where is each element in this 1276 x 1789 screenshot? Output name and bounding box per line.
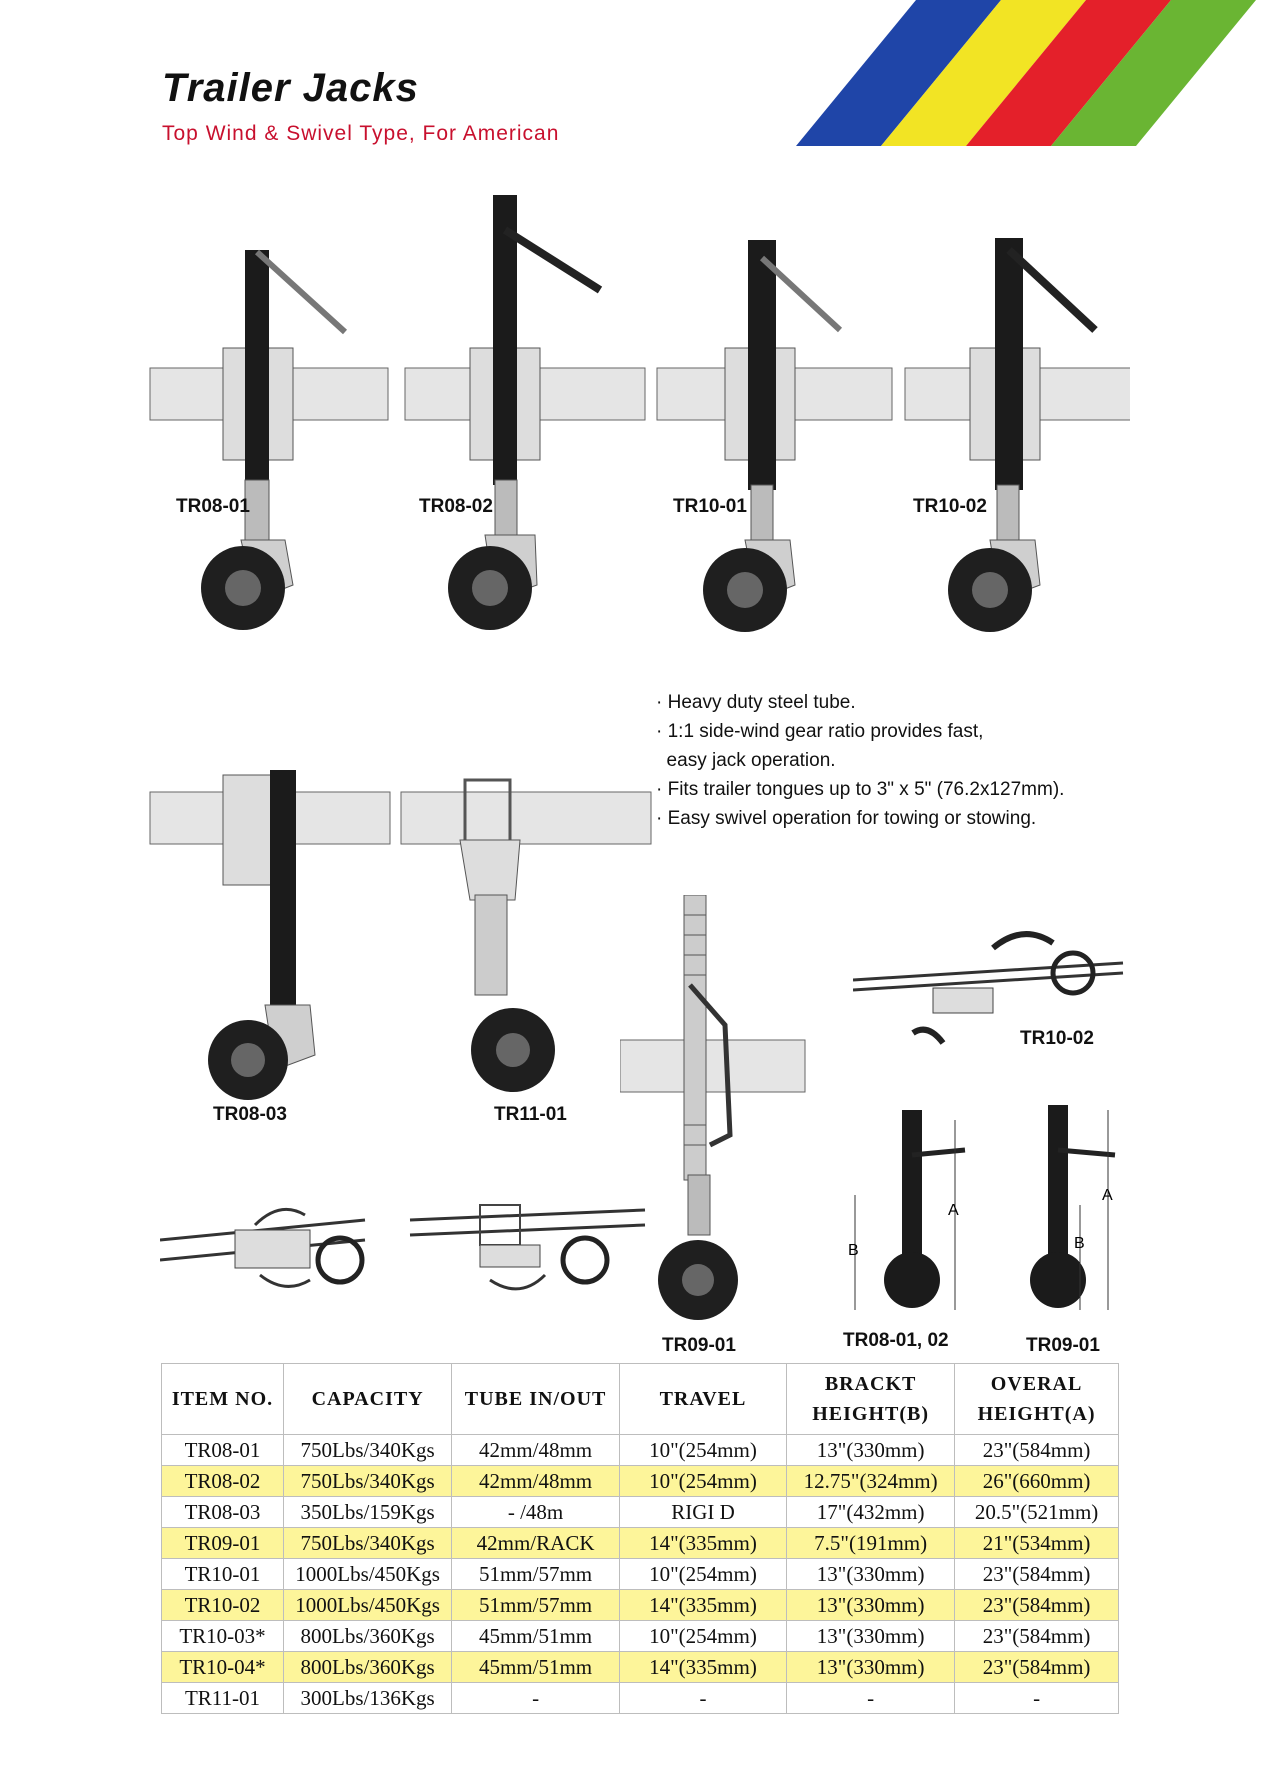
page-title: Trailer Jacks xyxy=(162,66,419,110)
table-cell: - xyxy=(955,1683,1119,1714)
label-tr10-01: TR10-01 xyxy=(673,496,747,517)
feature-item: easy jack operation. xyxy=(656,750,836,771)
table-cell: 750Lbs/340Kgs xyxy=(283,1528,451,1559)
table-header-line: HEIGHT(B) xyxy=(812,1403,930,1425)
table-cell: - xyxy=(452,1683,620,1714)
table-cell: 17"(432mm) xyxy=(787,1497,955,1528)
table-cell: 42mm/48mm xyxy=(452,1466,620,1497)
table-cell: 13"(330mm) xyxy=(787,1559,955,1590)
jack-tr10-02-image xyxy=(948,238,1095,632)
table-row xyxy=(162,1466,1119,1497)
feature-item: · Heavy duty steel tube. xyxy=(656,692,856,713)
table-header-line: ITEM NO. xyxy=(171,1388,274,1410)
feature-list xyxy=(656,688,1064,833)
table-row xyxy=(162,1497,1119,1528)
feature-item: · Fits trailer tongues up to 3" x 5" (76.2x127mm). xyxy=(656,779,1065,800)
table-cell: - xyxy=(619,1683,786,1714)
jack-tr08-01-image xyxy=(201,250,345,630)
table-cell: 7.5"(191mm) xyxy=(787,1528,955,1559)
table-header-cell xyxy=(955,1364,1119,1435)
table-header-line: TRAVEL xyxy=(659,1388,747,1410)
table-cell: 45mm/51mm xyxy=(452,1652,620,1683)
label-tr08-03: TR08-03 xyxy=(213,1104,287,1125)
table-cell: 800Lbs/360Kgs xyxy=(283,1652,451,1683)
table-header-line: CAPACITY xyxy=(311,1388,424,1410)
table-header-row xyxy=(162,1364,1119,1435)
table-cell: TR08-01 xyxy=(162,1435,284,1466)
table-cell: - xyxy=(787,1683,955,1714)
table-cell: TR10-03* xyxy=(162,1621,284,1652)
label-tr08-01: TR08-01 xyxy=(176,496,250,517)
table-cell: 13"(330mm) xyxy=(787,1590,955,1621)
table-cell: 23"(584mm) xyxy=(955,1435,1119,1466)
label-tr08-02: TR08-02 xyxy=(419,496,493,517)
label-tr10-02-diagram: TR10-02 xyxy=(1020,1028,1094,1049)
top-products-illustration xyxy=(145,190,1130,640)
table-header-cell xyxy=(619,1364,786,1435)
jack-tr09-01-image xyxy=(620,895,810,1325)
table-header-line: HEIGHT(A) xyxy=(977,1403,1096,1425)
table-cell: 13"(330mm) xyxy=(787,1652,955,1683)
table-cell: TR10-01 xyxy=(162,1559,284,1590)
table-cell: 23"(584mm) xyxy=(955,1621,1119,1652)
table-header-cell xyxy=(452,1364,620,1435)
table-cell: 13"(330mm) xyxy=(787,1621,955,1652)
color-stripes-logo xyxy=(796,0,1276,146)
table-cell: RIGI D xyxy=(619,1497,786,1528)
table-cell: 23"(584mm) xyxy=(955,1652,1119,1683)
feature-item: · 1:1 side-wind gear ratio provides fast, xyxy=(656,721,984,742)
table-cell: TR10-02 xyxy=(162,1590,284,1621)
table-cell: - /48m xyxy=(452,1497,620,1528)
label-tr11-01: TR11-01 xyxy=(494,1104,567,1125)
dimension-a-label: A xyxy=(948,1202,959,1219)
table-cell: 20.5"(521mm) xyxy=(955,1497,1119,1528)
table-cell: TR10-04* xyxy=(162,1652,284,1683)
table-cell: 10"(254mm) xyxy=(619,1621,786,1652)
table-row xyxy=(162,1435,1119,1466)
label-dim-tr08: TR08-01, 02 xyxy=(843,1330,949,1351)
table-cell: 10"(254mm) xyxy=(619,1466,786,1497)
middle-products-illustration xyxy=(145,770,665,1100)
table-cell: TR08-02 xyxy=(162,1466,284,1497)
table-cell: 750Lbs/340Kgs xyxy=(283,1466,451,1497)
table-cell: 23"(584mm) xyxy=(955,1559,1119,1590)
table-header-line: OVERAL xyxy=(990,1373,1083,1395)
swivel-diagrams xyxy=(160,1195,650,1310)
table-cell: 10"(254mm) xyxy=(619,1559,786,1590)
dimension-b-label: B xyxy=(848,1242,859,1259)
label-tr10-02: TR10-02 xyxy=(913,496,987,517)
table-cell: 13"(330mm) xyxy=(787,1435,955,1466)
table-cell: 42mm/RACK xyxy=(452,1528,620,1559)
table-header-cell xyxy=(283,1364,451,1435)
table-cell: 26"(660mm) xyxy=(955,1466,1119,1497)
table-header-line: BRACKT xyxy=(824,1373,917,1395)
table-row xyxy=(162,1559,1119,1590)
table-cell: 51mm/57mm xyxy=(452,1590,620,1621)
table-cell: 12.75"(324mm) xyxy=(787,1466,955,1497)
table-cell: 23"(584mm) xyxy=(955,1590,1119,1621)
table-cell: 1000Lbs/450Kgs xyxy=(283,1590,451,1621)
table-row xyxy=(162,1621,1119,1652)
page-subtitle: Top Wind & Swivel Type, For American xyxy=(162,122,560,145)
table-cell: 14"(335mm) xyxy=(619,1528,786,1559)
table-cell: 14"(335mm) xyxy=(619,1652,786,1683)
table-cell: 800Lbs/360Kgs xyxy=(283,1621,451,1652)
table-cell: 750Lbs/340Kgs xyxy=(283,1435,451,1466)
table-cell: 1000Lbs/450Kgs xyxy=(283,1559,451,1590)
label-dim-tr09: TR09-01 xyxy=(1026,1335,1100,1356)
table-header-cell xyxy=(162,1364,284,1435)
table-cell: 51mm/57mm xyxy=(452,1559,620,1590)
table-cell: 45mm/51mm xyxy=(452,1621,620,1652)
table-row xyxy=(162,1652,1119,1683)
table-row xyxy=(162,1590,1119,1621)
label-tr09-01: TR09-01 xyxy=(662,1335,736,1356)
table-row xyxy=(162,1683,1119,1714)
table-header-cell xyxy=(787,1364,955,1435)
dimension-diagrams xyxy=(840,1100,1130,1315)
table-cell: 350Lbs/159Kgs xyxy=(283,1497,451,1528)
table-row xyxy=(162,1528,1119,1559)
table-cell: TR11-01 xyxy=(162,1683,284,1714)
dimension-b-label: B xyxy=(1074,1235,1085,1252)
jack-tr10-01-image xyxy=(703,240,840,632)
feature-item: · Easy swivel operation for towing or stowing. xyxy=(656,808,1037,829)
table-cell: 21"(534mm) xyxy=(955,1528,1119,1559)
spec-table xyxy=(161,1363,1119,1714)
table-cell: 42mm/48mm xyxy=(452,1435,620,1466)
table-cell: TR08-03 xyxy=(162,1497,284,1528)
table-body xyxy=(162,1435,1119,1714)
table-header-line: TUBE IN/OUT xyxy=(464,1388,607,1410)
table-cell: 10"(254mm) xyxy=(619,1435,786,1466)
table-cell: 14"(335mm) xyxy=(619,1590,786,1621)
table-cell: TR09-01 xyxy=(162,1528,284,1559)
table-cell: 300Lbs/136Kgs xyxy=(283,1683,451,1714)
dimension-a-label: A xyxy=(1102,1187,1113,1204)
